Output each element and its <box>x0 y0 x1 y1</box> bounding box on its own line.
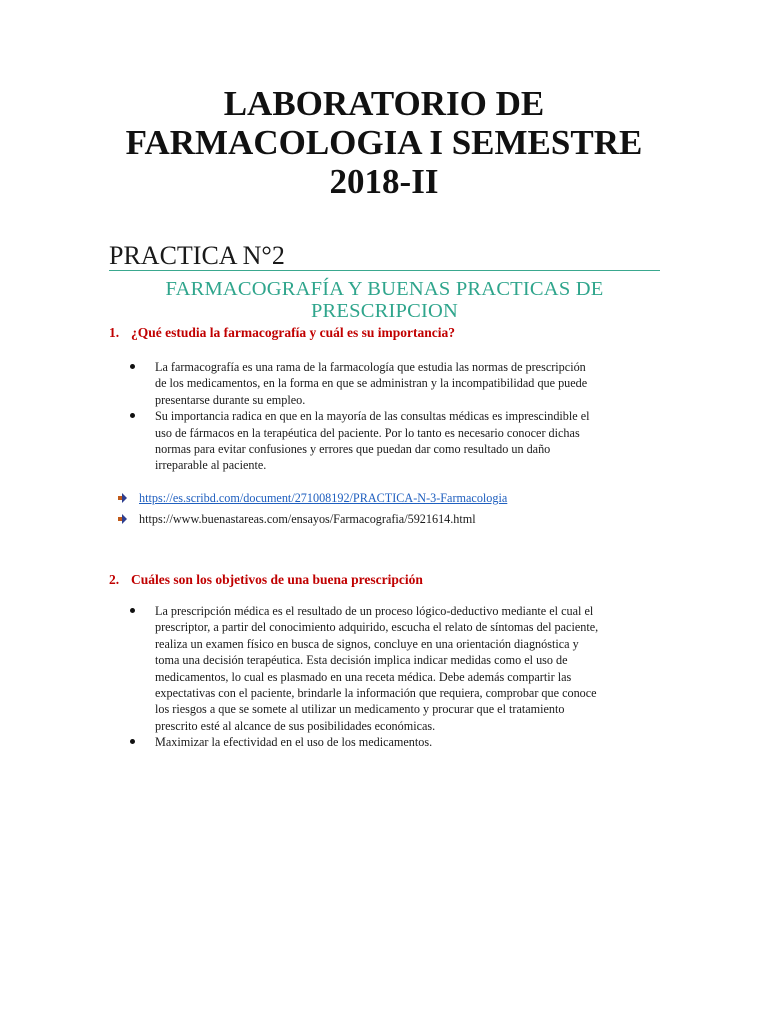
list-item: Maximizar la efectividad en el uso de los medicamentos. <box>130 734 660 750</box>
reference-buenastareas <box>118 511 476 527</box>
question-number: 2. <box>109 572 120 587</box>
question-1 <box>109 324 455 342</box>
list-item: La prescripción médica es el resultado de un proceso lógico-deductivo mediante el cual el prescriptor, a partir del conocimiento adquirido, escucha el relato de síntomas del paciente, realiza un examen físico en busca de signos, concluye en una orientación diagnóstica y toma una decisión terapéutica. Esta decisión implica indicar medidas como el uso de medicamentos, lo cual es plasmado en una receta médica. Debe además compartir las expectativas con el paciente, brindarle la información que requiera, comprobar que conoce los riesgos a que se somete al utilizar un medicamento y procurar que el tratamiento prescrito esté al alcance de sus posibilidades económicas. <box>130 603 660 734</box>
reference-link-scribd[interactable] <box>118 490 507 506</box>
subtitle-line: FARMACOGRAFÍA Y BUENAS PRACTICAS DE <box>165 278 604 300</box>
question-text: ¿Qué estudia la farmacografía y cuál es su importancia? <box>131 325 455 340</box>
question-number: 1. <box>109 325 120 340</box>
reference-url[interactable]: https://es.scribd.com/document/271008192/PRACTICA-N-3-Farmacologia <box>139 491 508 505</box>
title-line: LABORATORIO DE <box>223 84 545 123</box>
list-item: La farmacografía es una rama de la farmacología que estudia las normas de prescripción de los medicamentos, en la forma en que se administran y la incompatibilidad que puede presentarse durante su empleo. <box>130 359 660 408</box>
title-line: 2018-II <box>329 162 439 201</box>
subtitle-line: PRESCRIPCION <box>310 299 459 322</box>
arrow-bullet-icon <box>118 493 127 503</box>
document-title <box>100 84 668 201</box>
section-subtitle <box>109 279 660 322</box>
question-1-answers <box>130 359 660 474</box>
heading-underline <box>109 270 660 271</box>
reference-url: https://www.buenastareas.com/ensayos/Farmacografia/5921614.html <box>139 512 476 526</box>
question-text: Cuáles son los objetivos de una buena prescripción <box>131 572 423 587</box>
practica-heading: PRACTICA N°2 <box>109 241 285 270</box>
question-2-answers <box>130 603 660 751</box>
arrow-bullet-icon <box>118 514 127 524</box>
bullet-dot-icon <box>130 364 135 369</box>
question-2 <box>109 571 423 589</box>
bullet-dot-icon <box>130 413 135 418</box>
list-item: Su importancia radica en que en la mayoría de las consultas médicas es imprescindible el uso de fármacos en la terapéutica del paciente. Por lo tanto es necesario conocer dichas normas para evitar confusiones y errores que puedan dar como resultado un daño irreparable al paciente. <box>130 408 660 474</box>
title-line: FARMACOLOGIA I SEMESTRE <box>125 123 643 162</box>
bullet-dot-icon <box>130 608 135 613</box>
bullet-dot-icon <box>130 739 135 744</box>
